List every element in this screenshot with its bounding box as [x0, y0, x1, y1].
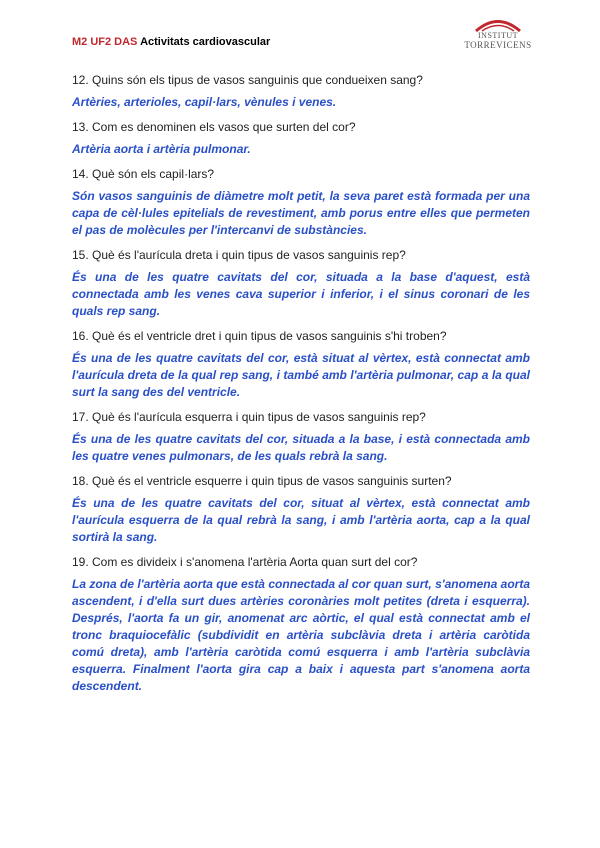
qa-item-19 — [72, 554, 530, 695]
question-18: 18. Què és el ventricle esquerre i quin tipus de vasos sanguinis surten? — [72, 474, 452, 488]
question-12: 12. Quins són els tipus de vasos sanguinis que condueixen sang? — [72, 73, 423, 87]
question-19: 19. Com es divideix i s'anomena l'artèria Aorta quan surt del cor? — [72, 555, 418, 569]
answer-19: La zona de l'artèria aorta que està connectada al cor quan surt, s'anomena aorta ascendent, i d'ella surt dues artèries coronàries molt petites (dreta i esquerra). Després, l'aorta fa un gir, anomenat arc aòrtic, el qual està connectat amb el tronc braquiocefàlic (subdividit en artèria subclàvia dreta i artèria caròtida comú dreta), amb l'artèria caròtida comú esquerra i amb l'artèria subclàvia esquerra. Finalment l'aorta gira cap a baix i aquesta part s'anomena aorta descendent. — [72, 577, 530, 693]
answer-14: Són vasos sanguinis de diàmetre molt petit, la seva paret està formada per una capa de cèl·lules epitelials de revestiment, amb porus entre elles que permeten el pas de molècules per l'intercanvi de substàncies. — [72, 189, 530, 237]
qa-item-15 — [72, 247, 530, 320]
qa-item-18 — [72, 473, 530, 546]
header-title — [72, 36, 270, 48]
qa-item-12 — [72, 72, 530, 111]
answer-16: És una de les quatre cavitats del cor, està situat al vèrtex, està connectat amb l'aurícula dreta de la qual rep sang, i també amb l'artèria pulmonar, cap a la qual surt la sang des del ventricle. — [72, 351, 530, 399]
institut-logo — [452, 18, 544, 58]
document-body — [72, 72, 530, 703]
qa-item-16 — [72, 328, 530, 401]
page-header — [72, 18, 542, 58]
activity-title: Activitats cardiovascular — [140, 36, 271, 48]
answer-12: Artèries, arterioles, capil·lars, vènules i venes. — [72, 95, 337, 109]
logo-swoosh-icon — [472, 18, 524, 32]
logo-line-1: INSTITUT — [478, 31, 518, 40]
qa-item-13 — [72, 119, 530, 158]
answer-18: És una de les quatre cavitats del cor, situat al vèrtex, està connectat amb l'aurícula esquerra de la qual rebrà la sang, i amb l'artèria aorta, cap a la qual sortirà la sang. — [72, 496, 530, 544]
module-code: M2 UF2 DAS — [72, 36, 138, 48]
logo-line-2: TORREVICENS — [464, 40, 532, 50]
question-15: 15. Què és l'aurícula dreta i quin tipus de vasos sanguinis rep? — [72, 248, 406, 262]
answer-13: Artèria aorta i artèria pulmonar. — [72, 142, 251, 156]
question-16: 16. Què és el ventricle dret i quin tipus de vasos sanguinis s'hi troben? — [72, 329, 447, 343]
answer-17: És una de les quatre cavitats del cor, situada a la base, i està connectada amb les quatre venes pulmonars, de les quals rebrà la sang. — [72, 432, 530, 463]
answer-15: És una de les quatre cavitats del cor, situada a la base d'aquest, està connectada amb les venes cava superior i inferior, i el sinus coronari de les quals rep sang. — [72, 270, 530, 318]
question-13: 13. Com es denominen els vasos que surten del cor? — [72, 120, 356, 134]
question-17: 17. Què és l'aurícula esquerra i quin tipus de vasos sanguinis rep? — [72, 410, 426, 424]
qa-item-14 — [72, 166, 530, 239]
qa-item-17 — [72, 409, 530, 465]
question-14: 14. Què són els capil·lars? — [72, 167, 215, 181]
